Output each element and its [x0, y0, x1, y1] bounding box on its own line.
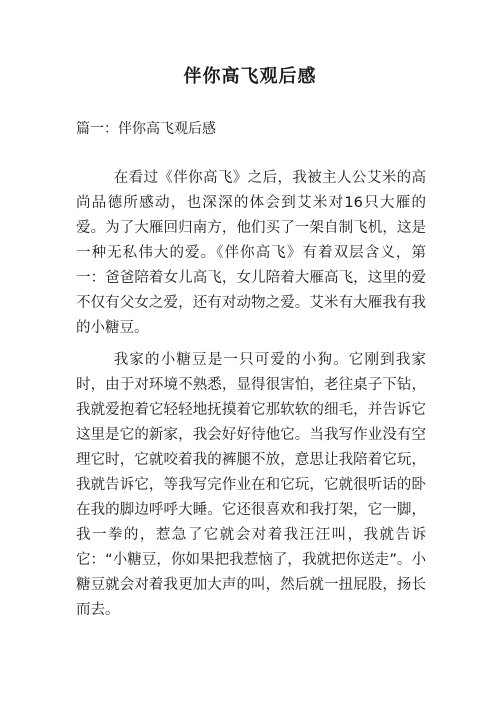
paragraph-1: 在看过《伴你高飞》之后，我被主人公艾米的高尚品德所感动，也深深的体会到艾米对16只大雁的爱。为了大雁回归南方，他们买了一架自制飞机，这是一种无私伟大的爱。《伴你高飞》有着双层含义，第一：爸爸陪着女儿高飞，女儿陪着大雁高飞，这里的爱不仅有父女之爱，还有对动物之爱。艾米有大雁我有我的小糖豆。 [76, 170, 426, 336]
document-title: 伴你高飞观后感 [183, 66, 317, 87]
paragraph-2: 我家的小糖豆是一只可爱的小狗。它刚到我家时，由于对环境不熟悉，显得很害怕，老往桌子下钻，我就爱抱着它轻轻地抚摸着它那软软的细毛，并告诉它这里是它的新家，我会好好待他它。当我写作业没有空理它时，它就咬着我的裤腿不放，意思让我陪着它玩，我就告诉它，等我写完作业在和它玩，它就很听话的卧在我的脚边呼呼大睡。它还很喜欢和我打架，它一脚，我一拳的，惹急了它就会对着我汪汪叫，我就告诉它：“小糖豆，你如果把我惹恼了，我就把你送走”。小糖豆就会对着我更加大声的叫，然后就一扭屁股，扬长而去。 [76, 352, 426, 618]
section-heading: 篇一：伴你高飞观后感 [76, 121, 216, 137]
